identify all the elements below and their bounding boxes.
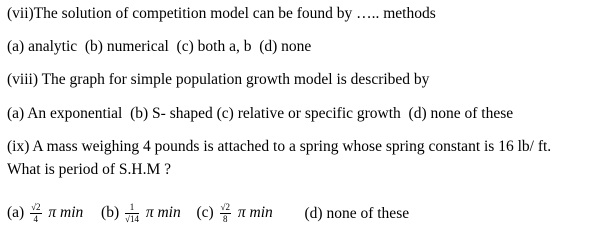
- option-c-denominator: 8: [223, 214, 228, 224]
- question-viii-options: (a) An exponential (b) S- shaped (c) relative or specific growth (d) none of these: [7, 105, 514, 122]
- option-a: [7, 203, 83, 224]
- option-b-fraction: [125, 203, 139, 224]
- option-c-numerator: √2: [220, 202, 230, 212]
- option-b-denominator: √14: [125, 214, 139, 224]
- option-b-tail: π min: [145, 204, 181, 222]
- option-a-denominator: 4: [33, 214, 39, 224]
- option-a-fraction: [30, 203, 41, 224]
- option-d: (d) none of these: [304, 204, 410, 222]
- option-c-tail: π min: [237, 204, 273, 222]
- question-ix-options: [7, 203, 409, 224]
- option-c: [196, 203, 272, 224]
- option-b-label: (b): [101, 204, 120, 222]
- question-ix-stem-line1: (ix) A mass weighing 4 pounds is attached to a spring whose spring constant is 16 lb/ ft.: [7, 138, 552, 155]
- option-b: [101, 203, 181, 224]
- question-viii-stem: (viii) The graph for simple population growth model is described by: [7, 71, 430, 88]
- question-ix-stem-line2: What is period of S.H.M ?: [7, 161, 172, 178]
- option-a-numerator: √2: [31, 202, 41, 212]
- option-c-fraction: [220, 203, 231, 224]
- question-vii-options: (a) analytic (b) numerical (c) both a, b (d) none: [7, 38, 312, 55]
- option-c-label: (c): [196, 204, 214, 222]
- option-a-label: (a): [7, 204, 25, 222]
- question-vii-stem: (vii)The solution of competition model can be found by ….. methods: [7, 5, 436, 22]
- option-a-tail: π min: [48, 204, 84, 222]
- option-b-numerator: 1: [125, 203, 139, 214]
